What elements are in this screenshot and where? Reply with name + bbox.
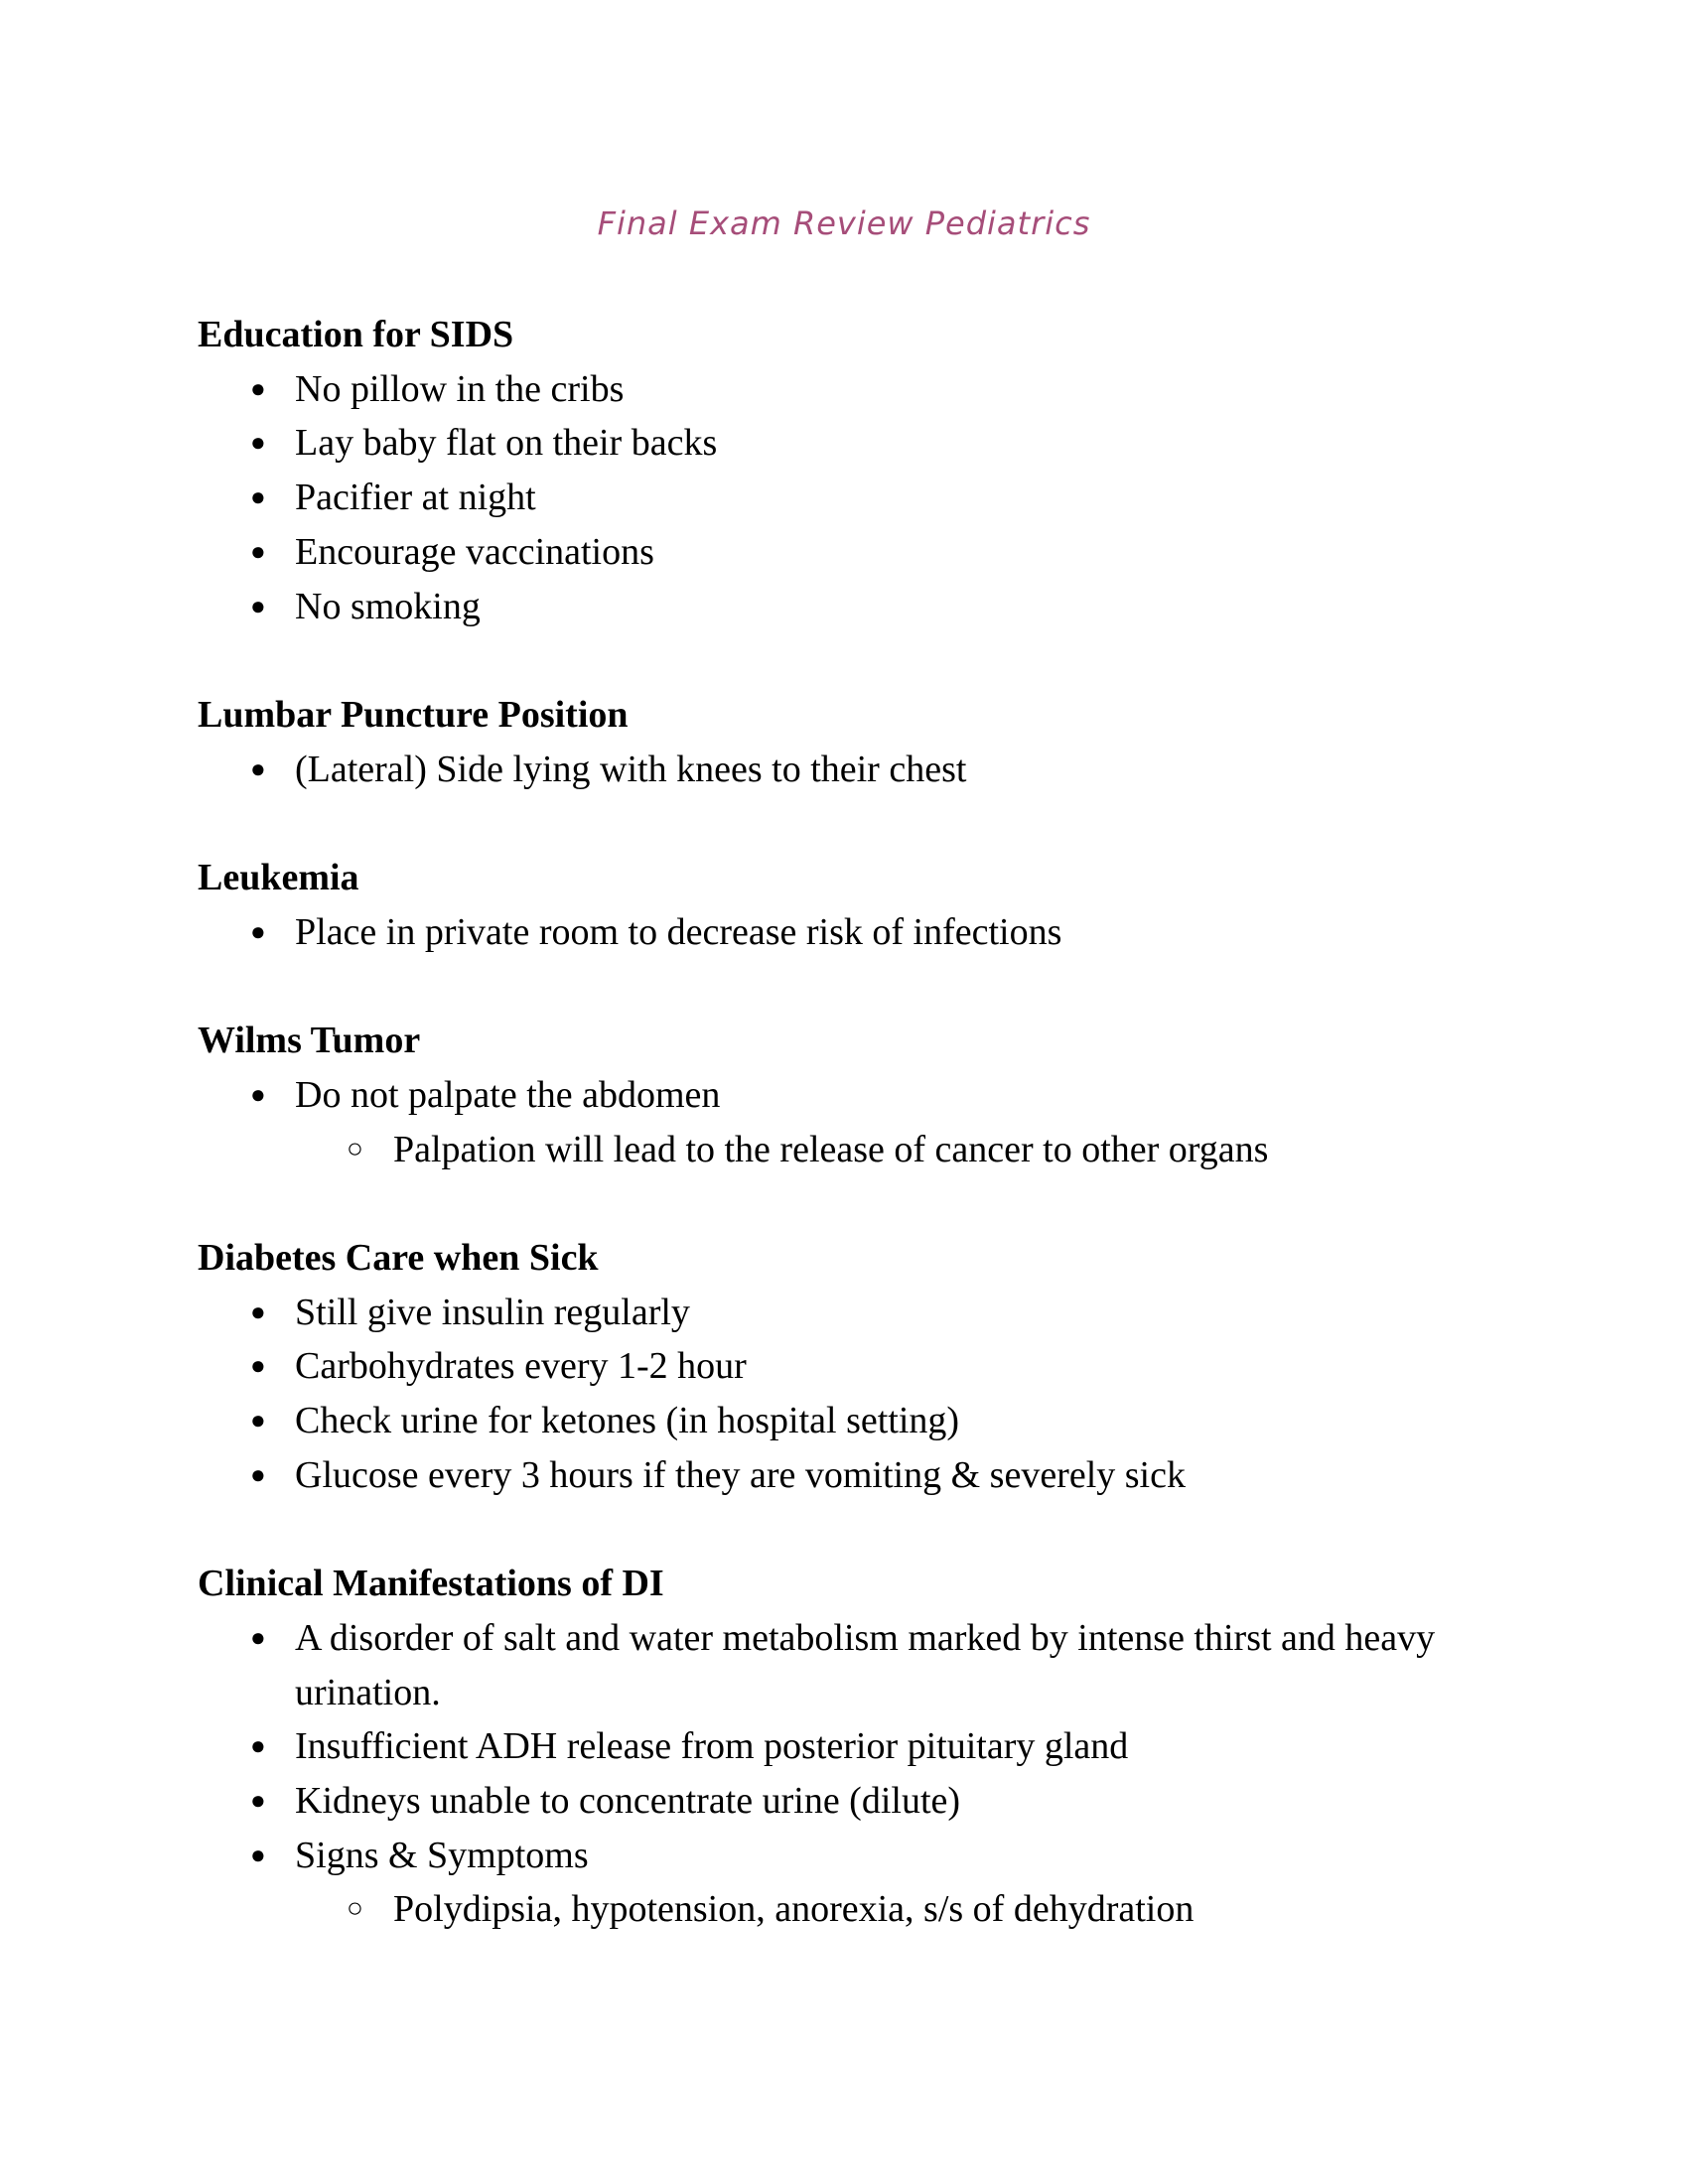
list-item: ● Still give insulin regularly [198,1286,1488,1340]
section-heading: Clinical Manifestations of DI [198,1563,664,1605]
bullet-icon: ● [250,1459,266,1489]
list-item: ● Lay baby flat on their backs [198,416,1488,471]
bullet-icon: ● [250,1079,266,1109]
list-item: ● No smoking [198,580,1488,634]
sub-list-item: ○ Palpation will lead to the release of cancer to other organs [198,1123,1488,1177]
list-item: ● (Lateral) Side lying with knees to their chest [198,743,1488,797]
bullet-icon: ● [250,1406,266,1434]
hollow-bullet-icon: ○ [347,1133,363,1164]
section-heading: Diabetes Care when Sick [198,1236,599,1279]
bullet-icon: ● [250,1840,266,1869]
list-item: ● Insufficient ADH release from posterior pituitary gland [198,1719,1488,1774]
bullet-icon: ● [250,536,266,566]
bullet-icon: ● [250,1297,266,1326]
bullet-icon: ● [250,1731,266,1761]
list-item: ● Check urine for ketones (in hospital setting) [198,1394,1488,1448]
hollow-bullet-icon: ○ [347,1893,363,1925]
bullet-icon: ● [250,591,266,620]
list-item: ● No pillow in the cribs [198,362,1488,417]
bullet-icon: ● [250,1351,266,1381]
bullet-icon: ● [250,482,266,512]
list-item: ● Do not palpate the abdomen [198,1068,1488,1123]
bullet-icon: ● [250,1785,266,1815]
section-heading: Education for SIDS [198,314,514,355]
list-item: ● A disorder of salt and water metabolism marked by intense thirst and heavy urination. [198,1611,1447,1719]
sub-list-item: ○ Polydipsia, hypotension, anorexia, s/s of dehydration [198,1882,1488,1937]
bullet-icon: ● [250,916,266,946]
list-item: ● Signs & Symptoms [198,1829,1488,1883]
list-item: ● Encourage vaccinations [198,525,1488,580]
bullet-icon: ● [250,428,266,458]
section-heading: Wilms Tumor [198,1020,421,1062]
document-title: Final Exam Review Pediatrics [597,205,1091,242]
bullet-icon: ● [250,753,266,783]
section-heading: Leukemia [198,857,359,898]
section-heading: Lumbar Puncture Position [198,693,629,736]
document-body [198,308,1488,1937]
bullet-icon: ● [250,373,266,403]
list-item: ● Carbohydrates every 1-2 hour [198,1339,1488,1394]
list-item: ● Pacifier at night [198,471,1488,525]
bullet-icon: ● [250,1622,266,1652]
list-item: ● Kidneys unable to concentrate urine (dilute) [198,1774,1488,1829]
list-item: ● Glucose every 3 hours if they are vomiting & severely sick [198,1448,1488,1503]
list-item: ● Place in private room to decrease risk of infections [198,905,1488,960]
